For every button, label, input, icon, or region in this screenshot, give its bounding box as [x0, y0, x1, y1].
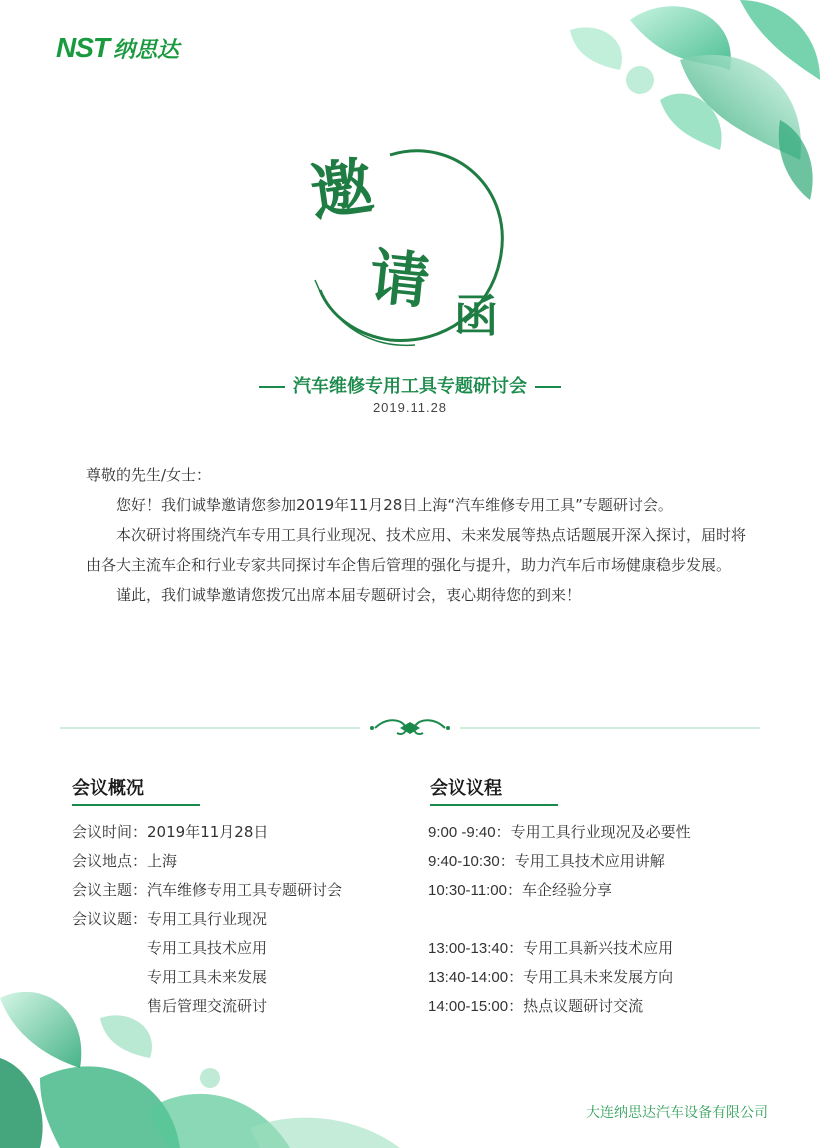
agenda-item: 专用工具新兴技术应用: [523, 939, 674, 957]
overview-time-row: [72, 818, 412, 847]
letter-paragraph-3: 谨此，我们诚挚邀请您拨冗出席本届专题研讨会，衷心期待您的到来！: [116, 586, 582, 604]
calligraphy-char-2: 请: [365, 242, 433, 318]
overview-place-row: [72, 847, 412, 876]
event-date: 2019.11.28: [372, 400, 448, 415]
salutation: 尊敬的先生/女士：: [86, 466, 212, 484]
agenda-list: [428, 818, 788, 1021]
invitation-letter: [86, 460, 746, 610]
title-dash-right: [535, 386, 561, 388]
letter-paragraph-2: 本次研讨将围绕汽车专用工具行业现况、技术应用、未来发展等热点话题展开深入探讨，届时将由各大主流车企和行业专家共同探讨车企售后管理的强化与提升，助力汽车后市场健康稳步发展。: [86, 526, 747, 574]
topics-label: 会议议题：: [72, 910, 148, 928]
logo-chinese: 纳思达: [113, 38, 180, 63]
agenda-row: [428, 934, 788, 963]
agenda-heading-underline: [430, 804, 558, 806]
agenda-item: 专用工具行业现况及必要性: [510, 823, 691, 841]
place-label: 会议地点：: [72, 852, 148, 870]
time-label: 会议时间：: [72, 823, 148, 841]
overview-heading-underline: [72, 804, 200, 806]
agenda-time: 10:30-11:00：: [428, 882, 522, 899]
agenda-time: 9:40-10:30：: [428, 853, 515, 870]
leaf-decoration-bottom: [0, 958, 430, 1148]
letter-paragraph-1: 您好！我们诚挚邀请您参加2019年11月28日上海“汽车维修专用工具”专题研讨会。: [116, 496, 673, 514]
agenda-row: [428, 847, 788, 876]
agenda-time: 14:00-15:00：: [428, 998, 524, 1015]
ornament-divider: [60, 716, 760, 740]
overview-heading: 会议概况: [72, 778, 144, 799]
event-title-line: [0, 372, 820, 398]
agenda-time: 13:00-13:40：: [428, 940, 524, 957]
topic-item: 专用工具技术应用: [147, 939, 268, 957]
brand-logo: [56, 32, 179, 64]
time-value: 2019年11月28日: [147, 823, 269, 841]
calligraphy-char-1: 邀: [305, 148, 378, 230]
agenda-time: 9:00 -9:40：: [428, 824, 511, 841]
agenda-row: [428, 876, 788, 905]
agenda-gap: [428, 905, 788, 934]
agenda-row: [428, 992, 788, 1021]
agenda-item: 热点议题研讨交流: [523, 997, 644, 1015]
place-value: 上海: [147, 852, 178, 870]
theme-value: 汽车维修专用工具专题研讨会: [147, 881, 343, 899]
calligraphy-char-3: 函: [454, 291, 498, 342]
topic-item: 专用工具行业现况: [147, 910, 268, 928]
logo-latin: NST: [56, 32, 109, 63]
agenda-row: [428, 818, 788, 847]
topic-item: 专用工具未来发展: [147, 968, 268, 986]
agenda-row: [428, 963, 788, 992]
agenda-item: 车企经验分享: [521, 881, 612, 899]
company-name: 大连纳思达汽车设备有限公司: [586, 1105, 768, 1121]
title-dash-left: [259, 386, 285, 388]
topic-item: 售后管理交流研讨: [147, 997, 268, 1015]
overview-theme-row: [72, 876, 412, 905]
theme-label: 会议主题：: [72, 881, 148, 899]
agenda-item: 专用工具技术应用讲解: [514, 852, 665, 870]
leaf-decoration-top: [480, 0, 820, 200]
agenda-item: 专用工具未来发展方向: [523, 968, 674, 986]
agenda-heading: 会议议程: [430, 778, 502, 799]
agenda-time: 13:40-14:00：: [428, 969, 524, 986]
event-title: 汽车维修专用工具专题研讨会: [293, 376, 527, 397]
